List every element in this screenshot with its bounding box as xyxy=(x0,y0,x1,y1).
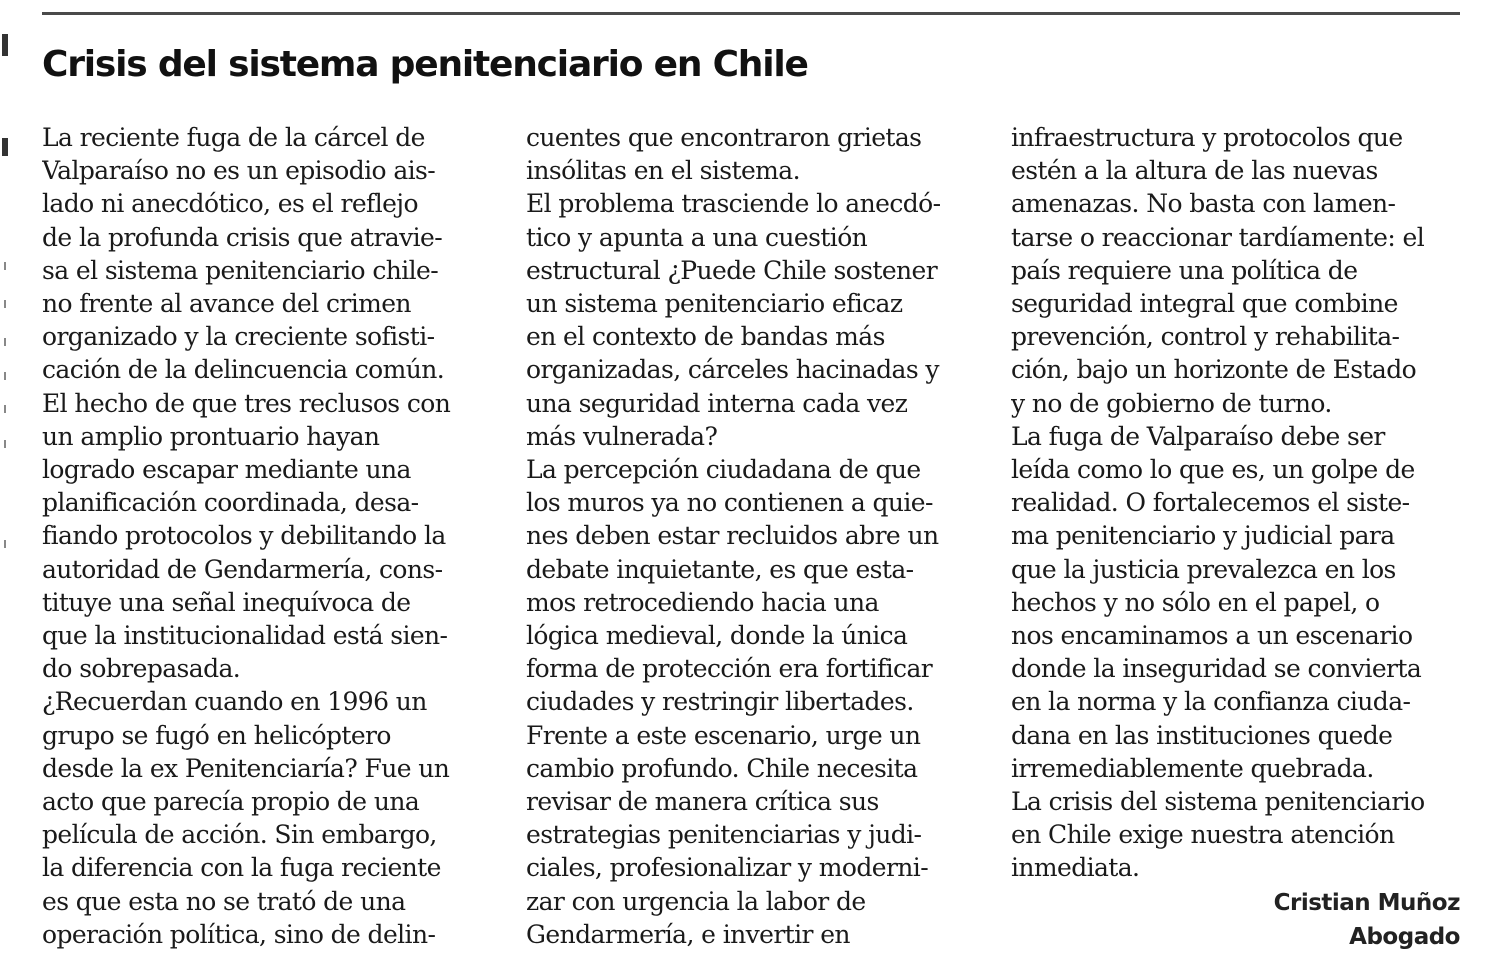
article-text-line: cuentes que encontraron grietas xyxy=(526,123,922,152)
top-divider-rule xyxy=(42,12,1460,15)
article-text-line: ¿Recuerdan cuando en 1996 un xyxy=(42,687,427,717)
article-text-line: La reciente fuga de la cárcel de xyxy=(42,123,425,152)
article-text-line: autoridad de Gendarmería, cons- xyxy=(42,554,443,584)
article-text-line: seguridad integral que combine xyxy=(1011,289,1398,319)
margin-mark xyxy=(2,34,8,56)
article-column-1 xyxy=(42,121,490,956)
article-text-line: película de acción. Sin embargo, xyxy=(42,820,437,850)
margin-tick xyxy=(4,338,6,346)
article-text-line: ma penitenciario y judicial para xyxy=(1011,521,1395,551)
article-text-line: la diferencia con la fuga reciente xyxy=(42,853,441,883)
article-text-line: El hecho de que tres reclusos con xyxy=(42,388,451,418)
article-text-line: cambio profundo. Chile necesita xyxy=(526,753,918,783)
article-text-line: cación de la delincuencia común. xyxy=(42,355,445,385)
article-text-line: El problema trasciende lo anecdó- xyxy=(526,189,941,219)
article-text-line: donde la inseguridad se convierta xyxy=(1011,654,1422,684)
article-text-line: dana en las instituciones quede xyxy=(1011,720,1393,750)
article-text-line: no frente al avance del crimen xyxy=(42,289,411,319)
margin-tick xyxy=(4,372,6,380)
article-text-line: planificación coordinada, desa- xyxy=(42,488,419,518)
margin-mark xyxy=(2,138,8,156)
article-text-line: zar con urgencia la labor de xyxy=(526,886,866,916)
article-text-line: acto que parecía propio de una xyxy=(42,787,420,817)
article-column-3 xyxy=(1011,121,1460,956)
article-text-line: tarse o reaccionar tardíamente: el xyxy=(1011,222,1425,252)
article-text-line: lógica medieval, donde la única xyxy=(526,621,908,651)
author-signature xyxy=(1274,886,1460,954)
article-text-line: debate inquietante, es que esta- xyxy=(526,554,914,584)
article-text-line: que la institucionalidad está sien- xyxy=(42,621,448,651)
article-text-line: nos encaminamos a un escenario xyxy=(1011,621,1413,651)
article-text-line: leída como lo que es, un golpe de xyxy=(1011,455,1415,485)
article-text-line: revisar de manera crítica sus xyxy=(526,787,879,817)
article-text-line: forma de protección era fortificar xyxy=(526,654,933,684)
article-text-line: estructural ¿Puede Chile sostener xyxy=(526,255,938,285)
article-column-2 xyxy=(526,121,974,956)
article-text-line: que la justicia prevalezca en los xyxy=(1011,554,1396,584)
margin-tick xyxy=(4,300,6,308)
article-text-line: logrado escapar mediante una xyxy=(42,455,411,485)
article-text-line: La crisis del sistema penitenciario xyxy=(1011,787,1425,817)
article-text-line: en la norma y la confianza ciuda- xyxy=(1011,687,1411,717)
article-text-line: tituye una señal inequívoca de xyxy=(42,587,411,617)
article-text-line: ción, bajo un horizonte de Estado xyxy=(1011,355,1417,385)
author-name: Cristian Muñoz xyxy=(1273,890,1460,916)
article-text-line: hechos y no sólo en el papel, o xyxy=(1011,587,1380,617)
article-text-line: do sobrepasada. xyxy=(42,654,241,684)
article-text-line: estén a la altura de las nuevas xyxy=(1011,156,1378,186)
margin-tick xyxy=(4,540,6,548)
article-text-line: grupo se fugó en helicóptero xyxy=(42,720,391,750)
article-text-line: La percepción ciudadana de que xyxy=(526,455,921,485)
article-text-line: nes deben estar recluidos abre un xyxy=(526,521,939,551)
article-text-line: desde la ex Penitenciaría? Fue un xyxy=(42,753,450,783)
page-margin-edge xyxy=(0,0,14,980)
article-text-line: en Chile exige nuestra atención xyxy=(1011,820,1395,850)
article-text-line: prevención, control y rehabilita- xyxy=(1011,322,1400,352)
article-text-line: fiando protocolos y debilitando la xyxy=(42,521,446,551)
article-text-line: tico y apunta a una cuestión xyxy=(526,222,868,252)
margin-tick xyxy=(4,405,6,413)
author-title: Abogado xyxy=(1349,924,1460,950)
article-text-line: una seguridad interna cada vez xyxy=(526,388,908,418)
article-text-line: estrategias penitenciarias y judi- xyxy=(526,820,922,850)
article-text-line: ciales, profesionalizar y moderni- xyxy=(526,853,929,883)
article-text-line: es que esta no se trató de una xyxy=(42,886,406,916)
article-text-line: lado ni anecdótico, es el reflejo xyxy=(42,189,418,219)
article-text-line: irremediablemente quebrada. xyxy=(1011,753,1374,783)
article-text-line: en el contexto de bandas más xyxy=(526,322,885,352)
article-text-line: inmediata. xyxy=(1011,853,1140,883)
article-text-line: Gendarmería, e invertir en xyxy=(526,919,850,949)
article-text-line: Frente a este escenario, urge un xyxy=(526,720,921,750)
article-text-line: amenazas. No basta con lamen- xyxy=(1011,189,1396,219)
article-text-line: La fuga de Valparaíso debe ser xyxy=(1011,421,1385,451)
article-text-line: mos retrocediendo hacia una xyxy=(526,587,879,617)
article-text-line: insólitas en el sistema. xyxy=(526,156,800,186)
article-text-line: los muros ya no contienen a quie- xyxy=(526,488,933,518)
article-text-line: sa el sistema penitenciario chile- xyxy=(42,255,439,285)
article-text-line: un sistema penitenciario eficaz xyxy=(526,289,903,319)
article-text-line: y no de gobierno de turno. xyxy=(1011,388,1332,418)
article-text-line: operación política, sino de delin- xyxy=(42,919,436,949)
article-text-line: realidad. O fortalecemos el siste- xyxy=(1011,488,1410,518)
margin-tick xyxy=(4,440,6,448)
article-text-line: ciudades y restringir libertades. xyxy=(526,687,914,717)
article-headline: Crisis del sistema penitenciario en Chile xyxy=(42,44,808,85)
margin-tick xyxy=(4,262,6,270)
article-text-line: de la profunda crisis que atravie- xyxy=(42,222,443,252)
article-text-line: organizadas, cárceles hacinadas y xyxy=(526,355,939,385)
article-text-line: infraestructura y protocolos que xyxy=(1011,123,1403,152)
article-text-line: organizado y la creciente sofisti- xyxy=(42,322,435,352)
article-text-line: país requiere una política de xyxy=(1011,255,1358,285)
article-text-line: Valparaíso no es un episodio ais- xyxy=(42,156,436,186)
article-text-line: un amplio prontuario hayan xyxy=(42,421,380,451)
article-text-line: más vulnerada? xyxy=(526,421,718,451)
